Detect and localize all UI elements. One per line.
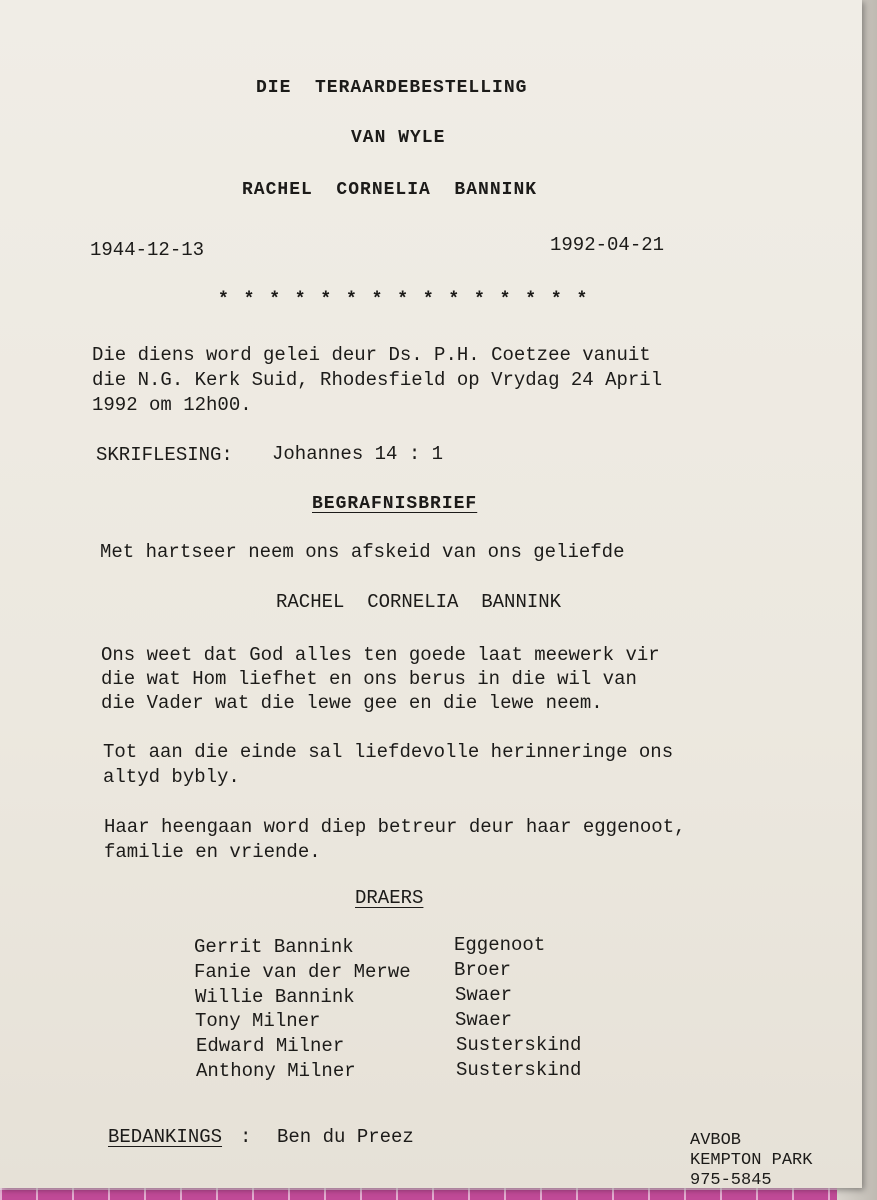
undertaker-name: AVBOB [690,1131,742,1150]
star-separator: * * * * * * * * * * * * * * * [218,290,590,310]
bearer-relation: Broer [454,959,512,981]
letter-para3-line1: Haar heengaan word diep betreur deur haar eggenoot, [104,816,686,838]
scripture-reference: Johannes 14 : 1 [272,443,444,465]
bearer-name: Edward Milner [196,1035,345,1057]
letter-para1-line2: die wat Hom liefhet en ons berus in die wil van [101,668,637,690]
letter-para3-line2: familie en vriende. [104,841,321,863]
service-line-2: die N.G. Kerk Suid, Rhodesfield op Vrydag 24 April [92,369,663,391]
title-line-1: DIE TERAARDEBESTELLING [256,78,528,98]
service-line-3: 1992 om 12h00. [92,394,252,416]
letter-para1-line1: Ons weet dat God alles ten goede laat meewerk vir [101,644,660,666]
birth-date: 1944-12-13 [90,239,205,261]
bearer-relation: Susterskind [456,1034,582,1056]
letter-para2-line1: Tot aan die einde sal liefdevolle herinneringe ons [103,741,674,763]
letter-intro: Met hartseer neem ons afskeid van ons geliefde [100,541,625,563]
letter-para2-line2: altyd bybly. [103,766,240,788]
bearer-relation: Susterskind [456,1059,582,1081]
letter-para1-line3: die Vader wat die lewe gee en die lewe neem. [101,692,603,714]
thanks-separator: : [240,1126,252,1148]
bearer-relation: Swaer [455,1009,513,1031]
letter-heading: BEGRAFNISBRIEF [312,494,478,514]
bearer-relation: Swaer [455,984,513,1006]
scripture-label: SKRIFLESING: [96,444,233,466]
deceased-name-title: RACHEL CORNELIA BANNINK [242,180,538,200]
death-date: 1992-04-21 [550,234,665,256]
bearers-heading: DRAERS [355,887,424,909]
thanks-label: BEDANKINGS [108,1126,223,1148]
undertaker-phone: 975-5845 [690,1171,772,1190]
service-line-1: Die diens word gelei deur Ds. P.H. Coetzee vanuit [92,344,651,366]
title-line-2: VAN WYLE [351,128,446,148]
letter-deceased-name: RACHEL CORNELIA BANNINK [276,591,562,613]
bearer-name: Anthony Milner [196,1060,356,1082]
bearer-relation: Eggenoot [454,934,546,956]
bearer-name: Gerrit Bannink [194,936,354,958]
undertaker-location: KEMPTON PARK [690,1151,813,1170]
bearer-name: Tony Milner [195,1010,321,1032]
bearer-name: Fanie van der Merwe [194,961,411,983]
bearer-name: Willie Bannink [195,986,355,1008]
thanks-name: Ben du Preez [277,1126,414,1148]
